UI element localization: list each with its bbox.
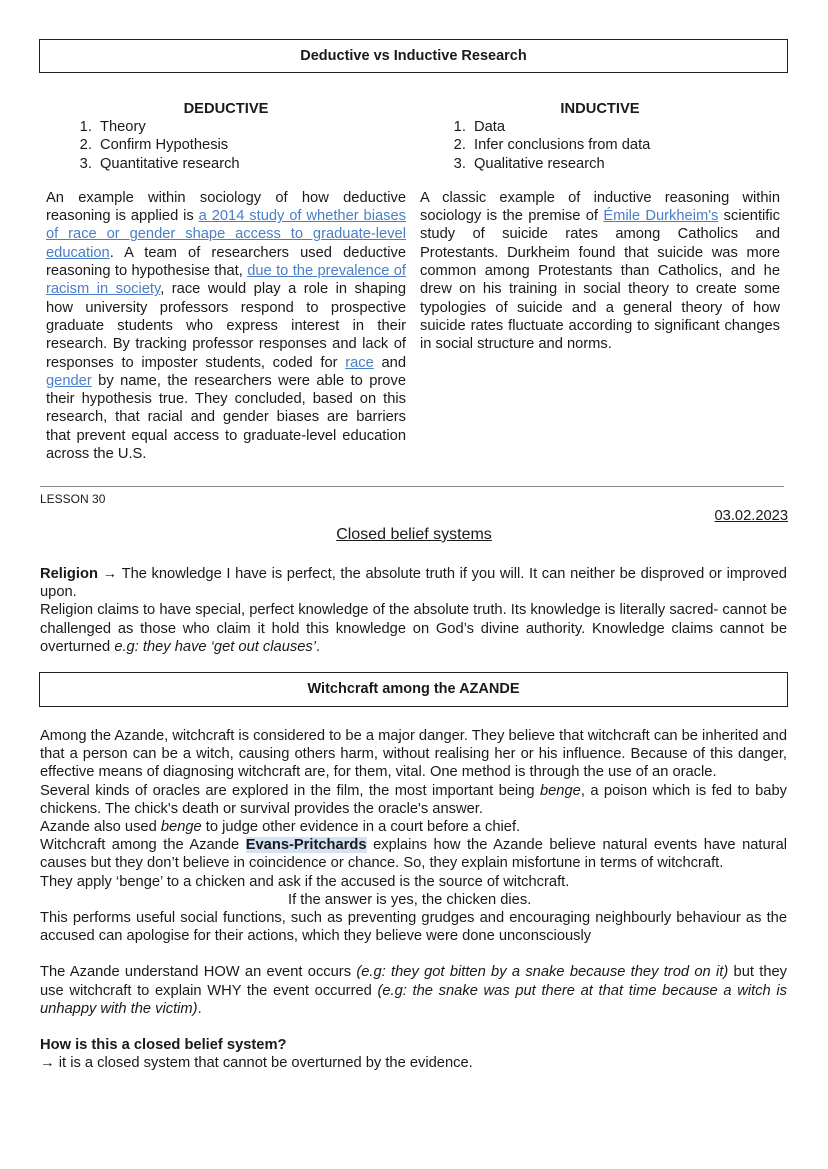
header-box <box>39 39 788 73</box>
text-span: How is this a closed belief system? <box>40 1037 287 1054</box>
gender-link[interactable]: gender <box>46 372 92 389</box>
list-item: 2. Infer conclusions from data <box>470 136 780 154</box>
text-span: . <box>197 1000 202 1017</box>
divider <box>40 486 784 487</box>
lesson-label: LESSON 30 <box>40 492 106 506</box>
text-span: scientific study of suicide rates among Catholics and Protestants. Durkheim found that suicide was more common among Protestants than Catholics, and he drew on his training in social theory to create some typologies of suicide and a general theory of how suicide rates fluctuate according to significant changes in social structure and norms. <box>420 208 780 353</box>
text-span: The Azande understand HOW an event occurs <box>40 964 357 981</box>
witchcraft-title: Witchcraft among the AZANDE <box>307 681 520 697</box>
religion-term: Religion <box>40 566 98 582</box>
deductive-heading: DEDUCTIVE <box>183 101 269 117</box>
study-link[interactable]: a 2014 study of whether biases of race or gender shape access to graduate-level education <box>46 208 407 261</box>
text-span: Azande also used <box>40 819 161 836</box>
inductive-list <box>420 118 780 173</box>
text-span: The knowledge I have is perfect, the absolute truth if you will. It can neither be disproved or improved upon. <box>40 566 787 601</box>
witchcraft-section <box>40 727 787 1072</box>
witchcraft-p1: Among the Azande, witchcraft is considered to be a major danger. They believe that witchcraft can be inherited and that a person can be a witch, causing others harm, without realising her or his influence. Because of this danger, effective means of diagnosing witchcraft are, for them, vital. One method is through the use of an oracle. <box>40 728 787 781</box>
text-span: benge <box>539 782 581 799</box>
text-span: Several kinds of oracles are explored in the film, the most important being <box>40 782 540 799</box>
inductive-heading: INDUCTIVE <box>560 101 640 117</box>
witchcraft-p3 <box>40 818 787 836</box>
inductive-column <box>420 100 780 354</box>
race-link[interactable]: race <box>345 354 374 371</box>
text-span: benge <box>160 819 202 836</box>
question-heading <box>40 1036 787 1054</box>
list-item: 3. Quantitative research <box>96 155 406 173</box>
list-item: 2. Confirm Hypothesis <box>96 136 406 154</box>
witchcraft-p4 <box>40 836 787 872</box>
text-span: Witchcraft among the Azande <box>40 837 246 854</box>
text-span: e.g: they have ‘get out clauses’ <box>114 638 316 655</box>
text-span: , race would play a role in shaping how university professors respond to prospective graduate students who express interest in their research. By tracking professor responses and lack of responses to imposter students, coded for <box>46 281 406 371</box>
arrow-glyph: → <box>97 566 122 582</box>
text-span: (e.g: they got bitten by a snake because they trod on it) <box>356 964 729 981</box>
religion-paragraph <box>40 601 787 656</box>
racism-link[interactable]: due to the prevalence of racism in society <box>46 263 406 298</box>
lesson-title: Closed belief systems <box>336 526 492 543</box>
text-span: Religion claims to have special, perfect knowledge of the absolute truth. Its knowledge is literally sacred- cannot be challenged as those who claim it hold this knowledge on God’s divine authority. Knowledge claims cannot be overturned <box>40 602 787 655</box>
text-span: A classic example of inductive reasoning within sociology is the premise of <box>420 189 780 225</box>
durkheim-link[interactable]: Émile Durkheim's <box>603 208 719 225</box>
witchcraft-p5: They apply ‘benge’ to a chicken and ask if the accused is the source of witchcraft. <box>40 873 570 890</box>
list-item: 1. Data <box>470 118 780 136</box>
religion-section <box>40 565 787 656</box>
witchcraft-p7: This performs useful social functions, such as preventing grudges and encouraging neighbourly behaviour as the accused can apologise for their actions, which they believe were done unconsciously <box>40 910 787 945</box>
witchcraft-p2 <box>40 782 787 818</box>
religion-definition <box>40 565 787 601</box>
inductive-paragraph <box>420 189 780 354</box>
deductive-column <box>46 100 406 463</box>
text-span: An example within sociology of how deductive reasoning is applied is <box>46 189 406 225</box>
text-span: . <box>316 638 321 655</box>
witchcraft-p6: If the answer is yes, the chicken dies. <box>288 891 532 908</box>
witchcraft-box <box>39 672 788 707</box>
text-span: (e.g: the snake was put there at that time because a witch is unhappy with the victim) <box>40 982 787 1017</box>
text-span: , a poison which is fed to baby chickens. The chick's death or survival provides the oracle's answer. <box>40 782 787 817</box>
text-span: and <box>373 354 407 371</box>
text-span: by name, the researchers were able to prove their hypothesis true. They concluded, based on this research, that racial and gender biases are barriers that prevent equal access to graduate-level education across the U.S. <box>46 372 406 463</box>
text-span: but they use witchcraft to explain WHY the event occurred <box>40 964 788 999</box>
highlighted-name: Evans-Pritchards <box>245 837 367 854</box>
deductive-list <box>46 118 406 173</box>
list-item: 1. Theory <box>96 118 406 136</box>
page-title: Deductive vs Inductive Research <box>300 48 527 64</box>
deductive-paragraph <box>46 189 406 463</box>
text-span: explains how the Azande believe natural events have natural causes but they don’t believe in coincidence or chance. So, they explain misfortune in terms of witchcraft. <box>40 837 788 872</box>
text-span: . A team of researchers used deductive reasoning to hypothesise that, <box>46 244 406 280</box>
witchcraft-p8 <box>40 963 787 1018</box>
list-item: 3. Qualitative research <box>470 155 780 173</box>
question-answer: → it is a closed system that cannot be overturned by the evidence. <box>40 1055 473 1072</box>
text-span: to judge other evidence in a court before a chief. <box>201 819 521 836</box>
lesson-date: 03.02.2023 <box>714 508 788 524</box>
